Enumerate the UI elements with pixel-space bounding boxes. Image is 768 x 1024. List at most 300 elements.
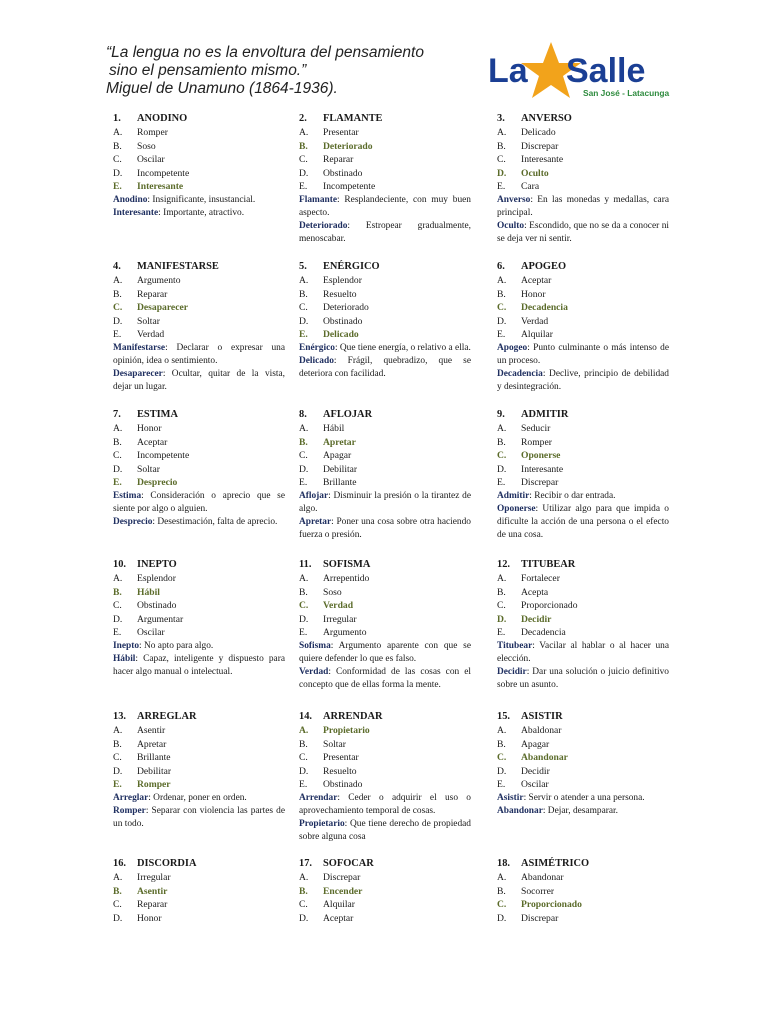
question-block: [497, 112, 669, 246]
option-text: Romper: [137, 127, 168, 138]
option-letter: E.: [299, 627, 308, 639]
question-header: [113, 558, 285, 572]
option-letter: A.: [299, 275, 309, 286]
option-letter: C.: [299, 752, 308, 764]
option-letter: A.: [497, 872, 507, 883]
question-header: [299, 408, 471, 422]
option: [497, 586, 669, 600]
option-text: Hábil: [323, 423, 345, 434]
question-header: [299, 260, 471, 274]
logo-subtitle: San José - Latacunga: [583, 88, 670, 98]
option-text: Decadencia: [521, 302, 568, 314]
option-letter: A.: [299, 725, 309, 736]
option-text: Obstinado: [323, 315, 363, 327]
option-letter: E.: [497, 181, 506, 193]
answer-option: [497, 751, 669, 765]
answer-option: [113, 301, 285, 315]
option-letter: B.: [113, 586, 122, 598]
question-block: [497, 408, 669, 542]
option: [113, 898, 285, 912]
question-number: 6.: [497, 261, 505, 272]
option: [299, 572, 471, 586]
definition-term: Propietario: [299, 818, 345, 829]
option-text: Delicado: [323, 329, 359, 341]
option-letter: E.: [497, 329, 506, 341]
definition-term: Anodino: [113, 194, 148, 205]
question-header: [113, 112, 285, 126]
definition-term: Decadencia: [497, 368, 543, 379]
option-text: Oscilar: [521, 779, 549, 791]
question-header: [299, 112, 471, 126]
option-letter: D.: [497, 765, 507, 777]
option-text: Soso: [323, 586, 342, 598]
definition-text: : Capaz, inteligente y dispuesto para hacer algo manual o intelectual.: [113, 653, 285, 677]
option-text: Resuelto: [323, 765, 357, 777]
question-number: 10.: [113, 559, 126, 570]
option-text: Asentir: [137, 725, 166, 736]
definition: [497, 194, 669, 220]
option: [113, 871, 285, 885]
option: [113, 765, 285, 779]
option-text: Fortalecer: [521, 573, 560, 584]
option-letter: A.: [113, 423, 123, 434]
question-number: 16.: [113, 858, 126, 869]
definition-text: : Punto culminante o más intenso de un proceso.: [497, 342, 669, 366]
option: [497, 126, 669, 140]
option-letter: A.: [113, 275, 123, 286]
option-text: Socorrer: [521, 885, 555, 897]
option: [497, 765, 669, 779]
option: [113, 449, 285, 463]
option-letter: B.: [497, 140, 506, 152]
option: [299, 422, 471, 436]
option-text: Alquilar: [323, 899, 355, 911]
option-letter: D.: [299, 315, 309, 327]
option-text: Presentar: [323, 127, 359, 138]
option: [497, 436, 669, 450]
option-letter: C.: [113, 899, 122, 911]
definition-term: Manifestarse: [113, 342, 166, 353]
question-number: 17.: [299, 858, 312, 869]
option-text: Incompetente: [137, 167, 190, 179]
definition: [113, 490, 285, 516]
option: [113, 274, 285, 288]
option-letter: D.: [299, 613, 309, 625]
definition-text: : Argumento aparente con que se quiere defender lo que es falso.: [299, 640, 471, 664]
definition-term: Desaparecer: [113, 368, 163, 379]
option: [299, 126, 471, 140]
option-text: Aceptar: [323, 912, 354, 924]
option-text: Soso: [137, 140, 156, 152]
option-text: Delicado: [521, 127, 556, 138]
option-letter: B.: [497, 885, 506, 897]
quote-author: Miguel de Unamuno (1864-1936).: [106, 80, 338, 97]
option: [113, 572, 285, 586]
quote-line-2: sino el pensamiento mismo.”: [109, 62, 307, 79]
question-word: ENÉRGICO: [323, 261, 380, 272]
question-header: [299, 558, 471, 572]
answer-option: [497, 301, 669, 315]
answer-option: [299, 328, 471, 342]
definition-text: : Poner una cosa sobre otra haciendo fuerza o presión.: [299, 516, 471, 540]
question-header: [113, 710, 285, 724]
answer-option: [299, 724, 471, 738]
answer-option: [113, 476, 285, 490]
definition-text: : Utilizar algo para que impida o dificulte la acción de una persona o el efecto de una cosa.: [497, 503, 669, 540]
option-text: Abandonar: [521, 752, 568, 764]
option-letter: D.: [299, 765, 309, 777]
question-header: [497, 710, 669, 724]
option: [497, 778, 669, 792]
option-text: Apretar: [137, 738, 167, 750]
option-letter: E.: [299, 477, 308, 489]
question-word: AFLOJAR: [323, 409, 373, 420]
option: [497, 476, 669, 490]
option-text: Apagar: [323, 450, 352, 462]
definition-text: : Separar con violencia las partes de un todo.: [113, 805, 285, 829]
option-letter: D.: [497, 613, 507, 625]
question-header: [113, 857, 285, 871]
answer-option: [497, 613, 669, 627]
question-block: [497, 710, 669, 818]
option: [299, 315, 471, 329]
option-text: Apagar: [521, 738, 550, 750]
option-text: Romper: [521, 436, 552, 448]
option: [113, 613, 285, 627]
option-letter: E.: [113, 779, 122, 791]
option-letter: C.: [497, 899, 507, 911]
option: [113, 738, 285, 752]
option-letter: E.: [113, 627, 122, 639]
option-letter: E.: [497, 477, 506, 489]
question-word: INEPTO: [137, 559, 177, 570]
definition-term: Admitir: [497, 490, 530, 501]
option-letter: D.: [299, 912, 309, 924]
option: [497, 153, 669, 167]
option: [497, 315, 669, 329]
option-text: Verdad: [521, 315, 549, 327]
answer-option: [299, 885, 471, 899]
definition-text: : Frágil, quebradizo, que se deteriora con facilidad.: [299, 355, 471, 379]
definition-term: Asistir: [497, 792, 524, 803]
definition: [113, 653, 285, 679]
definition-term: Desprecio: [113, 516, 153, 527]
option-text: Resuelto: [323, 288, 357, 300]
logo-text-la: La: [488, 52, 528, 90]
definition-text: : Estropear gradualmente, menoscabar.: [299, 220, 471, 244]
option-text: Obstinado: [323, 167, 363, 179]
definition-term: Decidir: [497, 666, 527, 677]
option-letter: D.: [113, 167, 123, 179]
question-number: 4.: [113, 261, 121, 272]
definition: [113, 516, 285, 529]
question-number: 15.: [497, 711, 510, 722]
option-text: Obstinado: [323, 779, 363, 791]
option: [299, 778, 471, 792]
option-text: Aceptar: [137, 436, 168, 448]
option-letter: C.: [299, 154, 308, 166]
option-letter: B.: [497, 288, 506, 300]
option-text: Irregular: [323, 613, 357, 625]
question-block: [497, 857, 669, 925]
option: [497, 422, 669, 436]
definition-text: : En las monedas y medallas, cara principal.: [497, 194, 669, 218]
option-text: Presentar: [323, 752, 359, 764]
option: [113, 126, 285, 140]
option-letter: A.: [497, 275, 507, 286]
option-letter: D.: [113, 912, 123, 924]
option-letter: D.: [113, 765, 123, 777]
option-letter: C.: [497, 600, 506, 612]
option-text: Interesante: [521, 154, 564, 166]
option-letter: E.: [113, 181, 122, 193]
question-header: [113, 260, 285, 274]
option: [299, 476, 471, 490]
option-letter: A.: [299, 127, 309, 138]
option-text: Interesante: [521, 463, 564, 475]
option-text: Brillante: [323, 477, 357, 489]
answer-option: [497, 898, 669, 912]
question-block: [113, 558, 285, 679]
option-letter: B.: [497, 436, 506, 448]
question-word: ANVERSO: [521, 113, 572, 124]
option-text: Proporcionado: [521, 899, 582, 911]
option-letter: A.: [497, 573, 507, 584]
definition: [497, 368, 669, 394]
definition: [299, 792, 471, 818]
option-letter: B.: [497, 586, 506, 598]
option: [299, 871, 471, 885]
option: [113, 463, 285, 477]
option-text: Oscilar: [137, 627, 165, 639]
question-number: 2.: [299, 113, 307, 124]
option-letter: E.: [113, 329, 122, 341]
option-text: Abaldonar: [521, 725, 562, 736]
option: [497, 180, 669, 194]
definition: [299, 666, 471, 692]
option: [113, 140, 285, 154]
definition-text: : Insignificante, insustancial.: [147, 194, 256, 205]
option-letter: B.: [113, 140, 122, 152]
question-header: [113, 408, 285, 422]
question-block: [299, 112, 471, 246]
option-text: Honor: [137, 423, 162, 434]
question-header: [497, 558, 669, 572]
option-letter: B.: [497, 738, 506, 750]
option: [497, 288, 669, 302]
question-block: [299, 260, 471, 381]
option: [113, 912, 285, 926]
question-block: [113, 112, 285, 220]
definition: [497, 342, 669, 368]
option-text: Oculto: [521, 167, 549, 179]
definition-text: : Recibir o dar entrada.: [529, 490, 616, 501]
answer-option: [299, 140, 471, 154]
option: [113, 751, 285, 765]
definition-term: Deteriorado: [299, 220, 348, 231]
definition-text: : Dar una solución o juicio definitivo sobre un asunto.: [497, 666, 669, 690]
option-text: Reparar: [137, 899, 168, 911]
definition-term: Estima: [113, 490, 142, 501]
option-text: Decadencia: [521, 627, 566, 639]
definition: [497, 503, 669, 542]
question-word: ADMITIR: [521, 409, 569, 420]
option-text: Esplendor: [323, 275, 362, 286]
option-text: Apretar: [323, 436, 356, 448]
question-word: ASISTIR: [521, 711, 563, 722]
option-text: Encender: [323, 885, 363, 897]
option: [113, 724, 285, 738]
definition: [113, 368, 285, 394]
question-number: 12.: [497, 559, 510, 570]
question-word: DISCORDIA: [137, 858, 197, 869]
definition-term: Arrendar: [299, 792, 338, 803]
option: [497, 885, 669, 899]
quote-line-1: “La lengua no es la envoltura del pensamiento: [106, 44, 424, 61]
option: [299, 738, 471, 752]
question-number: 18.: [497, 858, 510, 869]
question-block: [299, 408, 471, 542]
definition-text: : Declive, principio de debilidad y desintegración.: [497, 368, 669, 392]
answer-option: [497, 449, 669, 463]
option: [497, 274, 669, 288]
option-letter: A.: [113, 725, 123, 736]
definition-text: : Declarar o expresar una opinión, idea o sentimiento.: [113, 342, 285, 366]
definition-term: Romper: [113, 805, 146, 816]
option-letter: C.: [497, 450, 507, 462]
question-word: APOGEO: [521, 261, 567, 272]
option-letter: C.: [299, 450, 308, 462]
question-block: [113, 857, 285, 925]
definition-text: : Consideración o aprecio que se siente por algo o alguien.: [113, 490, 285, 514]
definition: [299, 516, 471, 542]
definition-term: Titubear: [497, 640, 533, 651]
option-letter: B.: [299, 738, 308, 750]
definition: [299, 194, 471, 220]
logo-text-salle: Salle: [566, 52, 646, 90]
option-letter: D.: [299, 463, 309, 475]
option-letter: D.: [113, 463, 123, 475]
definition-text: : Importante, atractivo.: [158, 207, 245, 218]
option-letter: B.: [113, 738, 122, 750]
question-number: 3.: [497, 113, 505, 124]
option-text: Incompetente: [323, 181, 376, 193]
definition: [497, 490, 669, 503]
option-letter: C.: [113, 450, 122, 462]
definition-text: : Vacilar al hablar o al hacer una elección.: [497, 640, 669, 664]
definition-term: Inepto: [113, 640, 140, 651]
option-letter: C.: [299, 899, 308, 911]
option: [299, 912, 471, 926]
definition-text: : Conformidad de las cosas con el concepto que de ellas forma la mente.: [299, 666, 471, 690]
question-header: [299, 857, 471, 871]
question-block: [113, 408, 285, 529]
answer-option: [299, 599, 471, 613]
option-letter: B.: [299, 436, 308, 448]
question-header: [299, 710, 471, 724]
question-block: [299, 710, 471, 844]
definition: [113, 194, 285, 207]
option-letter: D.: [113, 613, 123, 625]
option: [113, 422, 285, 436]
option-text: Debilitar: [137, 765, 172, 777]
option-letter: D.: [497, 463, 507, 475]
option-letter: A.: [299, 423, 309, 434]
option: [299, 274, 471, 288]
option-text: Interesante: [137, 181, 184, 193]
option-letter: D.: [299, 167, 309, 179]
definition-text: : Que tiene derecho de propiedad sobre alguna cosa: [299, 818, 471, 842]
option: [299, 180, 471, 194]
definition-text: : Ocultar, quitar de la vista, dejar un lugar.: [113, 368, 285, 392]
option-letter: B.: [113, 885, 122, 897]
question-number: 5.: [299, 261, 307, 272]
option-text: Propietario: [323, 725, 370, 736]
option-letter: B.: [113, 288, 122, 300]
question-word: TITUBEAR: [521, 559, 576, 570]
answer-option: [299, 436, 471, 450]
option-text: Oscilar: [137, 154, 165, 166]
definition-term: Sofisma: [299, 640, 331, 651]
option: [299, 765, 471, 779]
definition-term: Verdad: [299, 666, 329, 677]
option: [299, 898, 471, 912]
option-text: Honor: [137, 912, 162, 924]
question-number: 9.: [497, 409, 505, 420]
definition-text: : Disminuir la presión o la tirantez de algo.: [299, 490, 471, 514]
option-letter: E.: [299, 779, 308, 791]
option-letter: E.: [113, 477, 122, 489]
option-text: Irregular: [137, 872, 171, 883]
definition: [299, 342, 471, 355]
question-word: SOFISMA: [323, 559, 371, 570]
definition-text: : No apto para algo.: [139, 640, 214, 651]
option-letter: D.: [497, 315, 507, 327]
option: [113, 436, 285, 450]
option-text: Oponerse: [521, 450, 561, 462]
question-word: MANIFESTARSE: [137, 261, 219, 272]
option-text: Desprecio: [137, 477, 178, 489]
option-text: Reparar: [323, 154, 354, 166]
option: [299, 288, 471, 302]
definition: [299, 818, 471, 844]
definition: [113, 805, 285, 831]
definition: [113, 207, 285, 220]
option-letter: E.: [299, 181, 308, 193]
option-text: Obstinado: [137, 600, 177, 612]
question-header: [497, 408, 669, 422]
question-number: 13.: [113, 711, 126, 722]
option-text: Desaparecer: [137, 302, 188, 314]
definition-text: : Dejar, desamparar.: [542, 805, 618, 816]
option-text: Proporcionado: [521, 600, 578, 612]
option-letter: A.: [299, 872, 309, 883]
option-text: Argumento: [137, 275, 181, 286]
option-text: Brillante: [137, 752, 171, 764]
option-text: Abandonar: [521, 872, 564, 883]
question-word: ASIMÉTRICO: [521, 858, 590, 869]
option-letter: C.: [299, 302, 308, 314]
definition-text: : Ordenar, poner en orden.: [148, 792, 247, 803]
option: [113, 288, 285, 302]
option-text: Reparar: [137, 288, 168, 300]
question-word: ESTIMA: [137, 409, 178, 420]
option: [113, 315, 285, 329]
option: [497, 140, 669, 154]
definition-text: : Ceder o adquirir el uso o aprovechamiento temporal de cosas.: [299, 792, 471, 816]
option: [497, 463, 669, 477]
question-word: SOFOCAR: [323, 858, 374, 869]
